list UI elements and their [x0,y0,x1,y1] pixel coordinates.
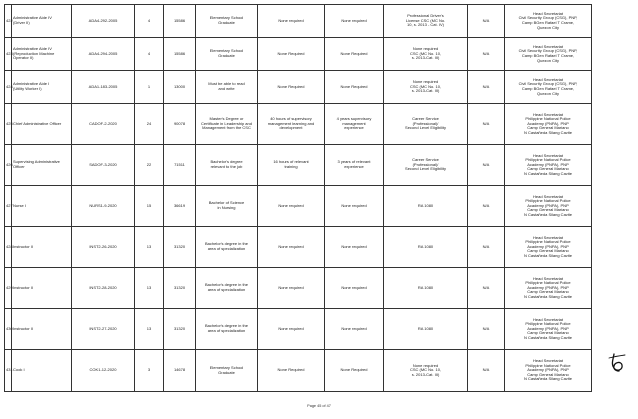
place-of-assignment: Head Secretariat Civil Security Group (CSG), PNP, Camp BGen Rafael T Crame, Quezon City [505,38,592,71]
table-row [5,350,592,392]
training-requirement: None Required [258,350,325,392]
salary-grade: 1 [135,71,164,104]
experience-requirement: None Required [325,38,384,71]
signature-initial [605,352,629,374]
row-number: 430 [5,309,12,350]
monthly-salary: 13000 [164,71,196,104]
monthly-salary: 31320 [164,268,196,309]
eligibility-requirement: Career Service (Professional)/ Second Level Eligibility [384,145,468,186]
position-title: Supervising Administrative Officer [12,145,72,186]
eligibility-requirement: Career Service (Professional)/ Second Level Eligibility [384,104,468,145]
training-requirement: None required [258,5,325,38]
experience-requirement: None required [325,268,384,309]
competency: N/A [468,309,505,350]
position-title: Instructor II [12,268,72,309]
place-of-assignment: Head Secretariat Philippine National Police Academy (PNPA), PNP Camp General Mariano N Castañeda Silang Cavite [505,145,592,186]
monthly-salary: 36619 [164,186,196,227]
row-number: 425 [5,104,12,145]
experience-requirement: None required [325,186,384,227]
education-requirement: Elementary School Graduate [196,350,258,392]
eligibility-requirement: None required CSC (MC No. 10, s. 2013-Cat. III) [384,38,468,71]
competency: N/A [468,104,505,145]
salary-grade: 15 [135,186,164,227]
education-requirement: Elementary School Graduate [196,38,258,71]
eligibility-requirement: RA 1080 [384,268,468,309]
eligibility-requirement: None required CSC (MC No. 10, s. 2013-Cat. III) [384,71,468,104]
page-footer: Page 45 of 47 [307,404,331,408]
monthly-salary: 31320 [164,227,196,268]
experience-requirement: 3 years of relevant experience [325,145,384,186]
monthly-salary: 31320 [164,309,196,350]
item-number: INST2-26-2020 [72,227,135,268]
position-title: Instructor II [12,227,72,268]
table-row [5,5,592,38]
eligibility-requirement: RA 1080 [384,186,468,227]
item-number: NURS1-9-2020 [72,186,135,227]
training-requirement: 16 hours of relevant training [258,145,325,186]
training-requirement: None required [258,309,325,350]
item-number: ADA4-292-2005 [72,5,135,38]
competency: N/A [468,71,505,104]
education-requirement: Bachelor's degree in the area of specialization [196,227,258,268]
salary-grade: 24 [135,104,164,145]
row-number: 428 [5,227,12,268]
education-requirement: Bachelor's degree relevant to the job [196,145,258,186]
monthly-salary: 90078 [164,104,196,145]
position-title: Cook I [12,350,72,392]
experience-requirement: None required [325,309,384,350]
row-number: 422 [5,5,12,38]
table-row [5,145,592,186]
table-row [5,186,592,227]
training-requirement: None required [258,186,325,227]
item-number: ADA1-183-2005 [72,71,135,104]
salary-grade: 13 [135,227,164,268]
eligibility-requirement: None required CSC (MC No. 10, s. 2013-Cat. III) [384,350,468,392]
position-title: Administrative Aide IV (Driver II) [12,5,72,38]
place-of-assignment: Head Secretariat Philippine National Police Academy (PNPA), PNP Camp General Mariano N Castañeda Silang Cavite [505,186,592,227]
competency: N/A [468,5,505,38]
item-number: ADA4-294-2005 [72,38,135,71]
place-of-assignment: Head Secretariat Philippine National Police Academy (PNPA), PNP Camp General Mariano N Castañeda Silang Cavite [505,309,592,350]
experience-requirement: None required [325,227,384,268]
row-number: 423 [5,38,12,71]
row-number: 426 [5,145,12,186]
table-row [5,104,592,145]
monthly-salary: 15586 [164,5,196,38]
place-of-assignment: Head Secretariat Civil Security Group (CSG), PNP, Camp BGen Rafael T Crame, Quezon City [505,5,592,38]
table-row [5,38,592,71]
training-requirement: None required [258,227,325,268]
experience-requirement: None Required [325,71,384,104]
experience-requirement: None Required [325,350,384,392]
competency: N/A [468,227,505,268]
row-number: 431 [5,350,12,392]
item-number: INST2-28-2020 [72,268,135,309]
table-row [5,71,592,104]
education-requirement: Bachelor's degree in the area of specialization [196,309,258,350]
place-of-assignment: Head Secretariat Philippine National Police Academy (PNPA), PNP Camp General Mariano N Castañeda Silang Cavite [505,268,592,309]
salary-grade: 22 [135,145,164,186]
eligibility-requirement: Professional Driver's License CSC (MC No. 10, s. 2013 - Cat. IV) [384,5,468,38]
experience-requirement: 4 years supervisory management experience [325,104,384,145]
place-of-assignment: Head Secretariat Civil Security Group (CSG), PNP, Camp BGen Rafael T Crame, Quezon City [505,71,592,104]
item-number: COK1-12-2020 [72,350,135,392]
item-number: INST2-27-2020 [72,309,135,350]
training-requirement: None Required [258,71,325,104]
training-requirement: None Required [258,38,325,71]
place-of-assignment: Head Secretariat Philippine National Police Academy (PNPA), PNP Camp General Mariano N Castañeda Silang Cavite [505,104,592,145]
item-number: CADOF-2-2020 [72,104,135,145]
competency: N/A [468,186,505,227]
monthly-salary: 15586 [164,38,196,71]
salary-grade: 3 [135,350,164,392]
table-row [5,227,592,268]
place-of-assignment: Head Secretariat Philippine National Police Academy (PNPA), PNP Camp General Mariano N Castañeda Silang Cavite [505,350,592,392]
salary-grade: 4 [135,38,164,71]
table-row [5,309,592,350]
vacancy-table [4,4,592,392]
education-requirement: Elementary School Graduate [196,5,258,38]
row-number: 424 [5,71,12,104]
experience-requirement: None required [325,5,384,38]
monthly-salary: 71511 [164,145,196,186]
salary-grade: 13 [135,268,164,309]
position-title: Chief Administrative Officer [12,104,72,145]
competency: N/A [468,38,505,71]
table-row [5,268,592,309]
competency: N/A [468,268,505,309]
place-of-assignment: Head Secretariat Philippine National Police Academy (PNPA), PNP Camp General Mariano N Castañeda Silang Cavite [505,227,592,268]
competency: N/A [468,350,505,392]
education-requirement: Must be able to read and write [196,71,258,104]
education-requirement: Bachelor's degree in the area of specialization [196,268,258,309]
row-number: 427 [5,186,12,227]
position-title: Administrative Aide I (Utility Worker I) [12,71,72,104]
competency: N/A [468,145,505,186]
monthly-salary: 14678 [164,350,196,392]
training-requirement: None required [258,268,325,309]
position-title: Instructor II [12,309,72,350]
training-requirement: 40 hours of supervisory management learning and development [258,104,325,145]
eligibility-requirement: RA 1080 [384,309,468,350]
item-number: SADOF-3-2020 [72,145,135,186]
salary-grade: 13 [135,309,164,350]
eligibility-requirement: RA 1080 [384,227,468,268]
salary-grade: 4 [135,5,164,38]
education-requirement: Master's Degree or Certificate in Leadership and Management from the CSC [196,104,258,145]
position-title: Administrative Aide IV (Reproduction Machine Operator II) [12,38,72,71]
position-title: Nurse I [12,186,72,227]
row-number: 429 [5,268,12,309]
education-requirement: Bachelor of Science in Nursing [196,186,258,227]
